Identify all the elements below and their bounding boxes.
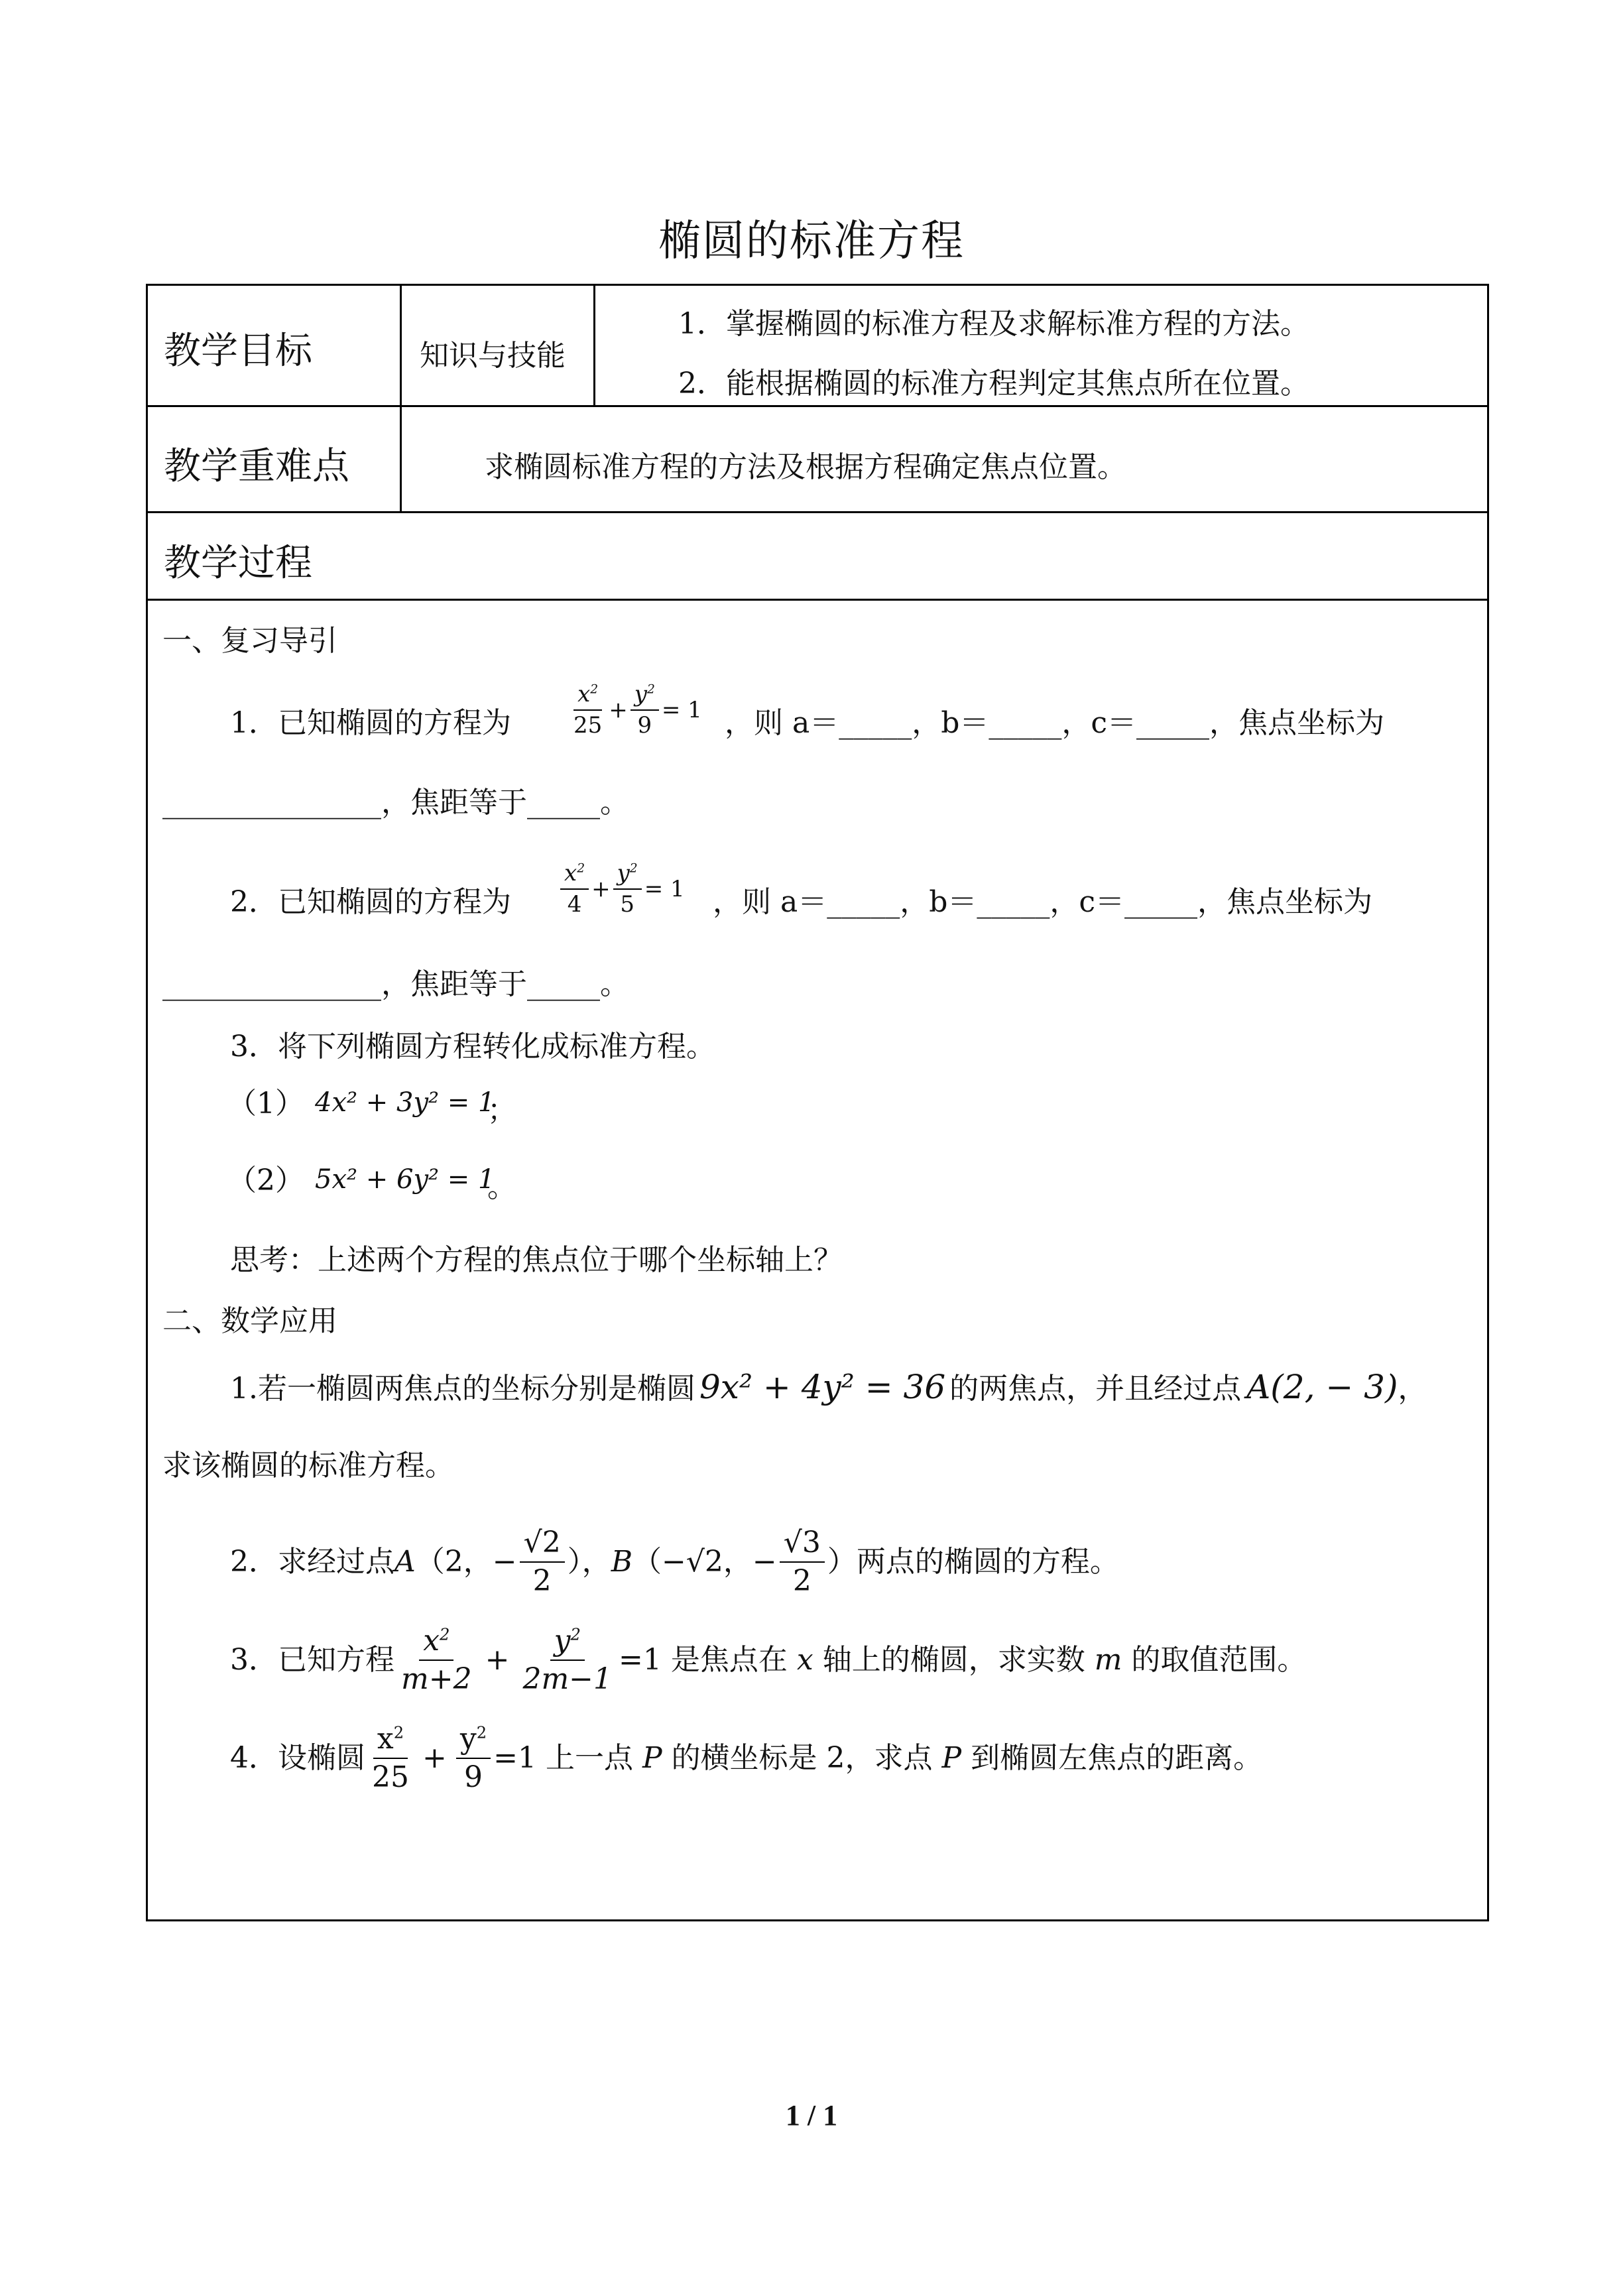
knowledge-skill-label: 知识与技能	[420, 339, 566, 373]
q3-1-label: （1）	[227, 1087, 304, 1120]
p3-c: 轴上的椭圆，求实数	[822, 1643, 1085, 1677]
p3-line: 3．已知方程 $\frac{x^2}{m+2}$ + $\frac{y^2}{2m-1}$ =1 是焦点在 x 轴上的椭圆，求实数 m 的取值范围。	[230, 1624, 1307, 1697]
q1-prefix: 1．已知椭圆的方程为	[230, 706, 511, 740]
page-number: 1 / 1	[785, 2099, 838, 2132]
p1-eq: 9x² + 4y² = 36	[699, 1368, 946, 1406]
p3-d: 的取值范围。	[1131, 1643, 1307, 1677]
row-divider	[148, 405, 1487, 407]
q2-prefix: 2．已知椭圆的方程为	[230, 885, 511, 919]
row-divider	[148, 599, 1487, 601]
q3-2-end: 。	[487, 1170, 516, 1204]
column-divider	[400, 286, 402, 511]
p3-a: 3．已知方程	[230, 1643, 394, 1677]
q2-suffix: ，则 a＝_____，b＝_____，c＝_____，焦点坐标为	[713, 885, 1373, 919]
think-text: 思考：上述两个方程的焦点位于哪个坐标轴上？	[230, 1243, 843, 1277]
p1-c: ，	[1398, 1372, 1427, 1406]
p1-line2: 求该椭圆的标准方程。	[162, 1449, 454, 1482]
q3-1-equation: 4x² + 3y² = 1	[315, 1087, 495, 1118]
difficulty-text: 求椭圆标准方程的方法及根据方程确定焦点位置。	[485, 450, 1126, 484]
p4-line: 4．设椭圆 $\frac{x^2}{25}$ + $\frac{y^2}{9}$ =1 上一点 P 的横坐标是 2，求点 P 到椭圆左焦点的距离。	[230, 1722, 1263, 1795]
q1-suffix: ，则 a＝_____，b＝_____，c＝_____，焦点坐标为	[725, 706, 1385, 740]
p2-b: 两点的椭圆的方程。	[856, 1545, 1119, 1579]
q1-line2: _______________，焦距等于_____。	[162, 786, 629, 819]
objective-2: 2．能根据椭圆的标准方程判定其焦点所在位置。	[678, 367, 1309, 400]
section2-heading: 二、数学应用	[162, 1304, 337, 1338]
section1-heading: 一、复习导引	[162, 624, 337, 658]
p4-a: 4．设椭圆	[230, 1741, 365, 1776]
page-title: 椭圆的标准方程	[658, 217, 965, 266]
p2-line: 2．求经过点 A （2，− $\frac{√2}{2}$ ）， B （−√2，− $\frac{√3}{2}$ ） 两点的椭圆的方程。	[230, 1526, 1119, 1599]
objective-1: 1．掌握椭圆的标准方程及求解标准方程的方法。	[678, 307, 1309, 341]
process-label: 教学过程	[164, 542, 312, 585]
difficulty-label: 教学重难点	[164, 445, 349, 488]
p4-b: 上一点	[545, 1741, 633, 1776]
row-divider	[148, 511, 1487, 513]
q3-2-label: （2）	[227, 1164, 304, 1197]
q1-equation: $\frac{x^2}{25}$ + $\frac{y^2}{9}$ = 1	[573, 681, 702, 739]
q2-equation: $\frac{x^2}{4}$ + $\frac{y^2}{5}$ = 1	[558, 861, 685, 918]
p1-line1	[230, 1370, 1427, 1404]
p1-point: A(2, − 3)	[1246, 1368, 1398, 1406]
p4-c: 的横坐标是 2，求点	[671, 1741, 933, 1776]
p4-d: 到椭圆左焦点的距离。	[971, 1741, 1263, 1776]
q2-line2: _______________，焦距等于_____。	[162, 967, 629, 1001]
objectives-label: 教学目标	[164, 330, 312, 373]
lesson-table	[146, 284, 1489, 1921]
q3-2-equation: 5x² + 6y² = 1	[315, 1164, 495, 1195]
p1-b: 的两焦点，并且经过点	[949, 1372, 1242, 1406]
column-divider	[593, 286, 595, 405]
q3-text: 3．将下列椭圆方程转化成标准方程。	[230, 1030, 715, 1063]
p3-b: 是焦点在	[670, 1643, 788, 1677]
p2-a: 2．求经过点	[230, 1545, 394, 1579]
p1-a: 1.若一椭圆两焦点的坐标分别是椭圆	[230, 1372, 695, 1406]
q3-1-end: ；	[487, 1093, 516, 1127]
